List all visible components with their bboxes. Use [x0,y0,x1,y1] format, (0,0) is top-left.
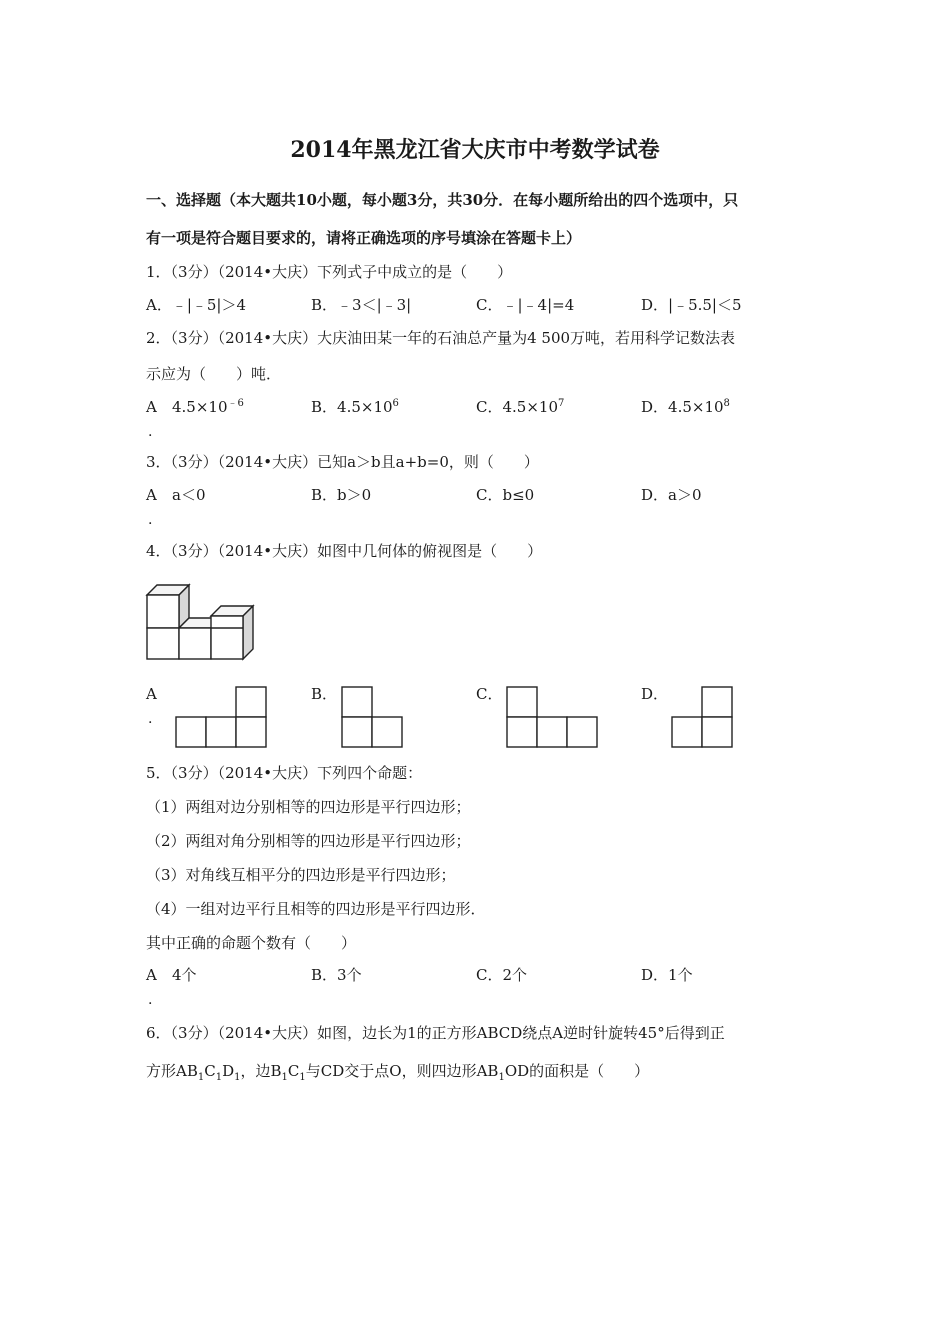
q4-option-b-label: B． [311,685,338,703]
q1-option-d: D．|﹣5.5|＜5 [641,296,742,314]
q4-option-a-dot: . [148,711,153,727]
q2-stem-line1: 2．（3分）（2014•大庆）大庆油田某一年的石油总产量为4 500万吨，若用科学记数法表 [146,329,736,347]
q5-proposition-2: （2）两组对角分别相等的四边形是平行四边形； [146,832,471,850]
q3-option-a-dot: . [148,512,153,528]
q6-stem-line1: 6．（3分）（2014•大庆）如图，边长为1的正方形ABCD绕点A逆时针旋转45°后得到正 [146,1024,725,1042]
q3-stem: 3．（3分）（2014•大庆）已知a＞b且a+b=0，则（ ） [146,453,539,471]
q1-option-a: A．﹣|﹣5|＞4 [146,296,247,314]
q2-option-a: $4.5\times 10^{﹣6}$ [172,398,244,416]
q4-option-c-figure[interactable] [506,686,600,748]
page-title: 2014年黑龙江省大庆市中考数学试卷 [290,137,660,163]
q3-option-a-label: A [146,486,157,504]
q5-question: 其中正确的命题个数有（ ） [146,934,357,952]
q3-option-b: B．b＞0 [311,486,372,504]
q5-option-a-label: A [146,966,157,984]
section-heading-line1: 一、选择题（本大题共10小题，每小题3分，共30分．在每小题所给出的四个选项中，只 [146,191,739,209]
q4-option-c-label: C． [476,685,503,703]
q1-option-b: B．﹣3＜|﹣3| [311,296,412,314]
q5-option-a: 4个 [172,966,197,984]
q2-stem-line2: 示应为（ ）吨． [146,365,282,383]
q4-option-a-label: A [146,685,157,703]
q2-option-a-label: A [146,398,157,416]
q3-option-a: a＜0 [172,486,206,504]
q4-option-d-label: D． [641,685,669,703]
q3-option-d: D．a＞0 [641,486,702,504]
q4-solid-figure [144,584,268,664]
q2-option-d: D．$4.5\times 10^8$ [641,398,730,416]
q1-stem: 1．（3分）（2014•大庆）下列式子中成立的是（ ） [146,263,513,281]
q1-option-c: C．﹣|﹣4|=4 [476,296,575,314]
q4-option-b-figure[interactable] [341,686,405,748]
q3-option-c: C．b≤0 [476,486,535,504]
q5-proposition-1: （1）两组对边分别相等的四边形是平行四边形； [146,798,471,816]
section-heading-line2: 有一项是符合题目要求的，请将正确选项的序号填涂在答题卡上） [146,229,582,247]
q2-option-b: B．$4.5\times 10^6$ [311,398,399,416]
q2-option-a-dot: . [148,424,153,440]
q4-stem: 4．（3分）（2014•大庆）如图中几何体的俯视图是（ ） [146,542,543,560]
q5-option-d: D．1个 [641,966,693,984]
q2-option-c: C．$4.5\times 10^7$ [476,398,565,416]
q5-option-b: B．3个 [311,966,362,984]
q5-proposition-4: （4）一组对边平行且相等的四边形是平行四边形． [146,900,486,918]
q5-proposition-3: （3）对角线互相平分的四边形是平行四边形； [146,866,456,884]
q5-stem: 5．（3分）（2014•大庆）下列四个命题： [146,764,423,782]
q5-option-a-dot: . [148,992,153,1008]
q4-option-a-figure[interactable] [175,686,269,748]
q5-option-c: C．2个 [476,966,528,984]
q4-option-d-figure[interactable] [671,686,735,748]
q6-stem-line2: 方形$AB_1C_1D_1$，边$B_1C_1$与CD交于点O，则四边形$AB_1OD$的面积是（ ） [146,1062,650,1083]
